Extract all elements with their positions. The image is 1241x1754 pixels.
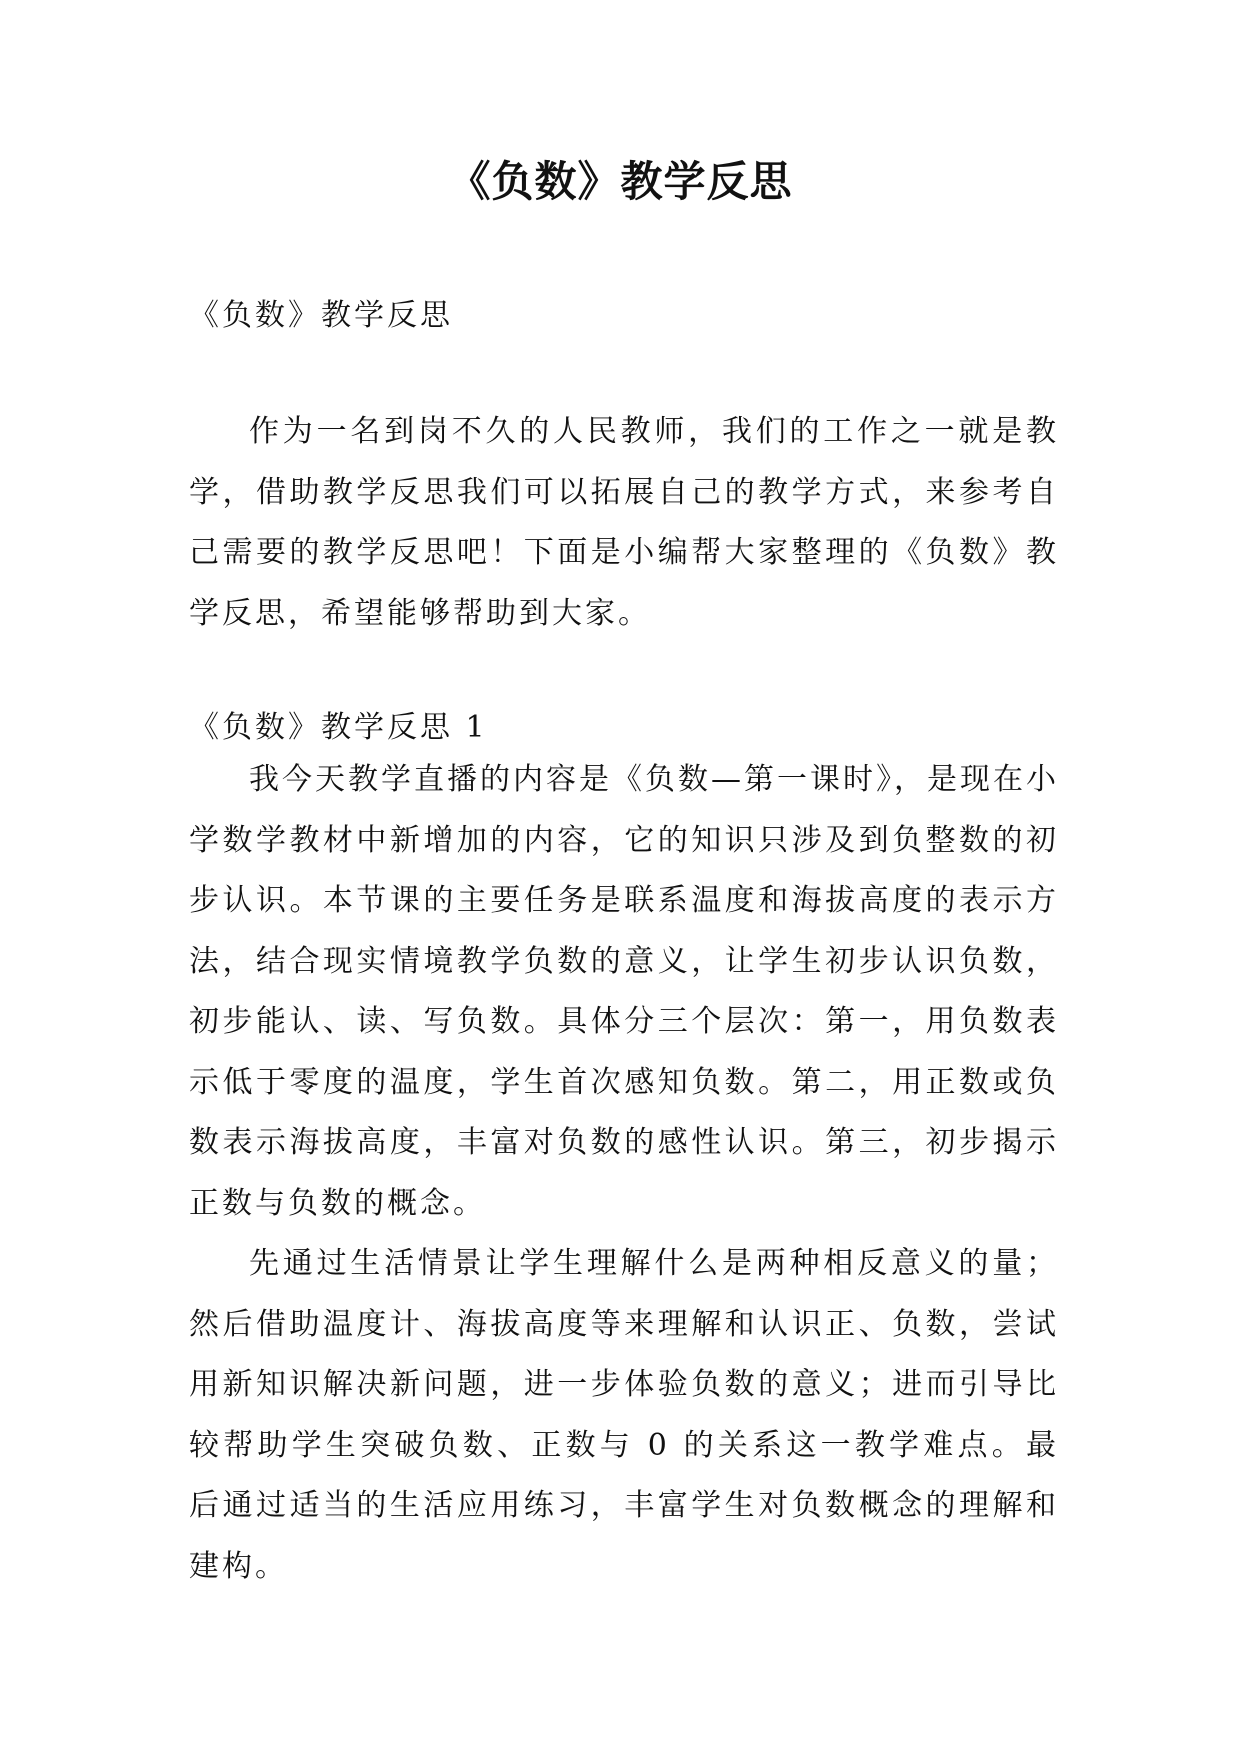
document-title: 《负数》教学反思	[448, 157, 793, 206]
section-paragraph-1: 我今天教学直播的内容是《负数—第一课时》，是现在小学数学教材中新增加的内容，它的知识只涉及到负整数的初步认识。本节课的主要任务是联系温度和海拔高度的表示方法，结合现实情境教学负数的意义，让学生初步认识负数，初步能认、读、写负数。具体分三个层次：第一，用负数表示低于零度的温度，学生首次感知负数。第二，用正数或负数表示海拔高度，丰富对负数的感性认识。第三，初步揭示正数与负数的概念。	[189, 762, 1059, 1221]
section-paragraph-2: 先通过生活情景让学生理解什么是两种相反意义的量；然后借助温度计、海拔高度等来理解和认识正、负数，尝试用新知识解决新问题，进一步体验负数的意义；进而引导比较帮助学生突破负数、正数与 0 的关系这一教学难点。最后通过适当的生活应用练习，丰富学生对负数概念的理解和建构。	[189, 1246, 1059, 1584]
intro-paragraph: 作为一名到岗不久的人民教师，我们的工作之一就是教学，借助教学反思我们可以拓展自己的教学方式，来参考自己需要的教学反思吧！下面是小编帮大家整理的《负数》教学反思，希望能够帮助到大家。	[189, 414, 1059, 631]
document-subtitle: 《负数》教学反思	[189, 298, 453, 333]
section-body	[189, 750, 1059, 1597]
section-heading: 《负数》教学反思 1	[189, 710, 488, 745]
